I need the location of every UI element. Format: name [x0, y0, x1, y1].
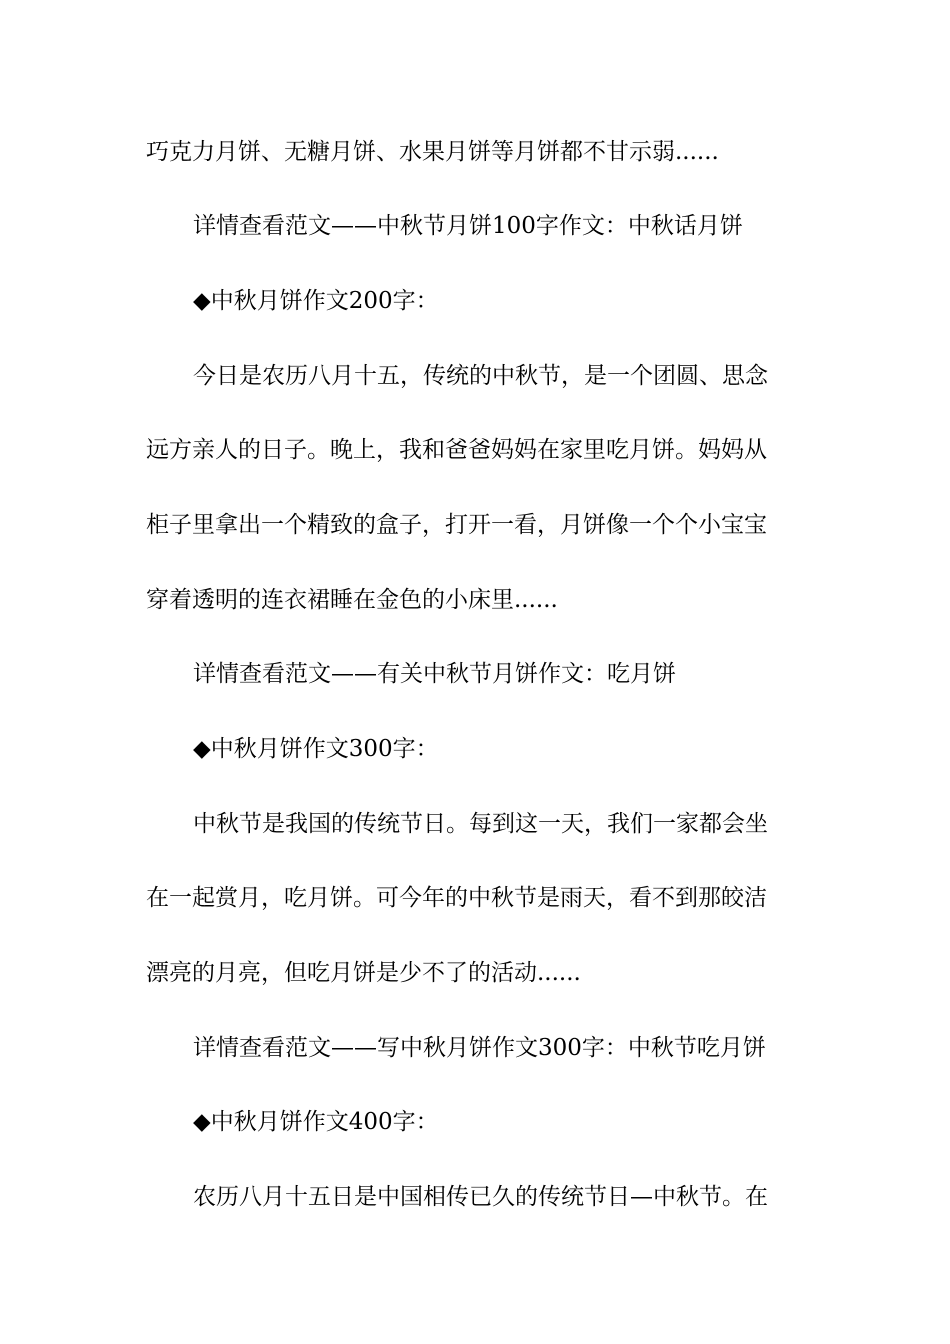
paragraph-line: 巧克力月饼、无糖月饼、水果月饼等月饼都不甘示弱......	[146, 139, 719, 165]
paragraph-line: 在一起赏月，吃月饼。可今年的中秋节是雨天，看不到那皎洁	[146, 885, 767, 911]
paragraph-line: 漂亮的月亮，但吃月饼是少不了的活动......	[146, 960, 581, 986]
section-heading: ◆中秋月饼作文200字：	[193, 288, 439, 314]
paragraph-line: 中秋节是我国的传统节日。每到这一天，我们一家都会坐	[193, 811, 768, 837]
paragraph-line: 远方亲人的日子。晚上，我和爸爸妈妈在家里吃月饼。妈妈从	[146, 437, 767, 463]
paragraph-line: 今日是农历八月十五，传统的中秋节，是一个团圆、思念	[193, 363, 768, 389]
reference-link-line: 详情查看范文——写中秋月饼作文300字：中秋节吃月饼	[193, 1035, 766, 1061]
reference-link-line: 详情查看范文——有关中秋节月饼作文：吃月饼	[193, 661, 676, 687]
paragraph-line: 柜子里拿出一个精致的盒子，打开一看，月饼像一个个小宝宝	[146, 512, 767, 538]
paragraph-line: 穿着透明的连衣裙睡在金色的小床里......	[146, 587, 558, 613]
section-heading: ◆中秋月饼作文400字：	[193, 1109, 439, 1135]
paragraph-line: 农历八月十五日是中国相传已久的传统节日—中秋节。在	[193, 1184, 768, 1210]
section-heading: ◆中秋月饼作文300字：	[193, 736, 439, 762]
reference-link-line: 详情查看范文——中秋节月饼100字作文：中秋话月饼	[193, 213, 743, 239]
